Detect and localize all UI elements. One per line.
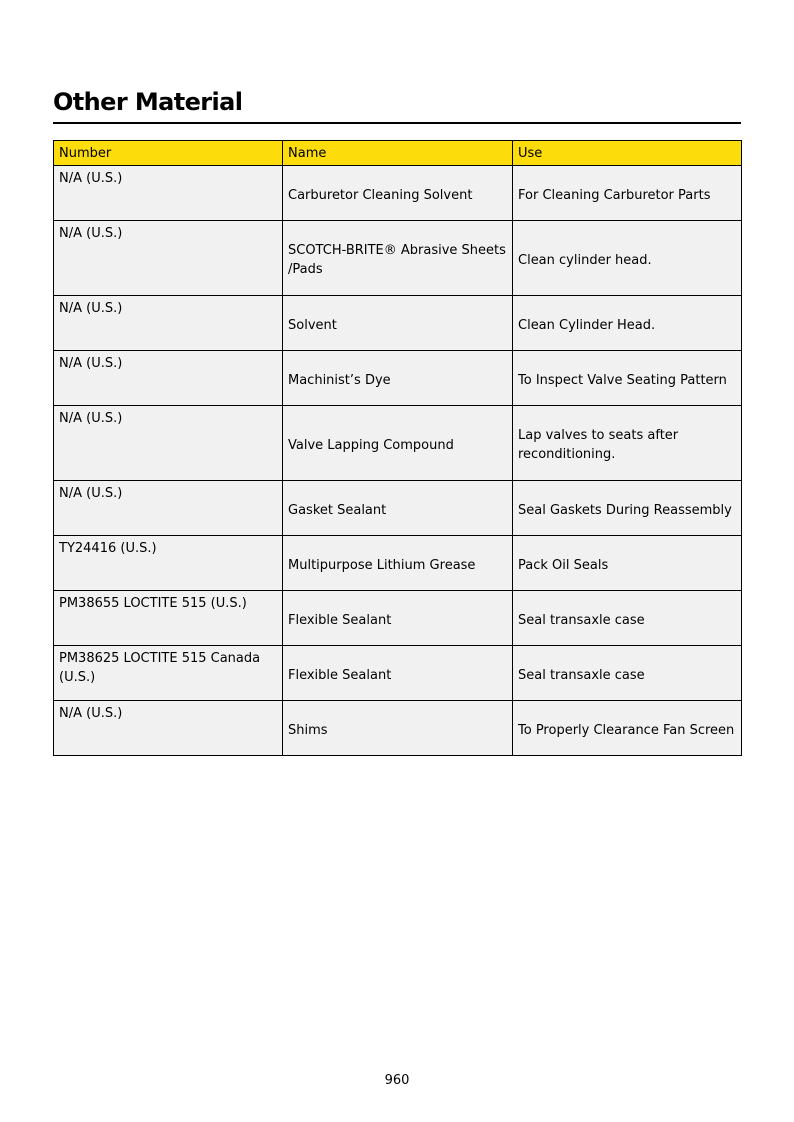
cell-use: Clean cylinder head. bbox=[513, 221, 742, 296]
table-row bbox=[54, 296, 742, 351]
cell-use: To Inspect Valve Seating Pattern bbox=[513, 351, 742, 406]
cell-use: Lap valves to seats after reconditioning. bbox=[513, 406, 742, 481]
cell-name: Multipurpose Lithium Grease bbox=[283, 536, 513, 591]
table-row bbox=[54, 351, 742, 406]
cell-use: For Cleaning Carburetor Parts bbox=[513, 166, 742, 221]
cell-number: PM38625 LOCTITE 515 Canada (U.S.) bbox=[54, 646, 283, 701]
cell-number: PM38655 LOCTITE 515 (U.S.) bbox=[54, 591, 283, 646]
page-number: 960 bbox=[384, 1073, 410, 1088]
table-row bbox=[54, 646, 742, 701]
table-row bbox=[54, 591, 742, 646]
table-row bbox=[54, 481, 742, 536]
cell-name: Shims bbox=[283, 701, 513, 756]
table-row bbox=[54, 536, 742, 591]
cell-use: Pack Oil Seals bbox=[513, 536, 742, 591]
cell-name: Gasket Sealant bbox=[283, 481, 513, 536]
table-header-row bbox=[54, 141, 742, 166]
cell-use: Clean Cylinder Head. bbox=[513, 296, 742, 351]
cell-number: N/A (U.S.) bbox=[54, 406, 283, 481]
cell-name: Flexible Sealant bbox=[283, 646, 513, 701]
cell-number: N/A (U.S.) bbox=[54, 166, 283, 221]
table-row bbox=[54, 701, 742, 756]
cell-use: Seal transaxle case bbox=[513, 646, 742, 701]
column-header-name: Name bbox=[283, 141, 513, 166]
cell-name: Flexible Sealant bbox=[283, 591, 513, 646]
cell-number: N/A (U.S.) bbox=[54, 221, 283, 296]
column-header-number: Number bbox=[54, 141, 283, 166]
table-row bbox=[54, 166, 742, 221]
cell-name: Solvent bbox=[283, 296, 513, 351]
cell-name: SCOTCH-BRITE® Abrasive Sheets /Pads bbox=[283, 221, 513, 296]
table-row bbox=[54, 406, 742, 481]
cell-number: N/A (U.S.) bbox=[54, 351, 283, 406]
cell-number: N/A (U.S.) bbox=[54, 296, 283, 351]
cell-name: Valve Lapping Compound bbox=[283, 406, 513, 481]
column-header-use: Use bbox=[513, 141, 742, 166]
cell-number: TY24416 (U.S.) bbox=[54, 536, 283, 591]
other-material-table bbox=[53, 140, 742, 756]
cell-use: To Properly Clearance Fan Screen bbox=[513, 701, 742, 756]
cell-name: Machinist’s Dye bbox=[283, 351, 513, 406]
cell-name: Carburetor Cleaning Solvent bbox=[283, 166, 513, 221]
cell-use: Seal Gaskets During Reassembly bbox=[513, 481, 742, 536]
cell-number: N/A (U.S.) bbox=[54, 481, 283, 536]
cell-number: N/A (U.S.) bbox=[54, 701, 283, 756]
page-title: Other Material bbox=[53, 88, 243, 116]
cell-use: Seal transaxle case bbox=[513, 591, 742, 646]
title-divider bbox=[53, 122, 741, 124]
table-row bbox=[54, 221, 742, 296]
